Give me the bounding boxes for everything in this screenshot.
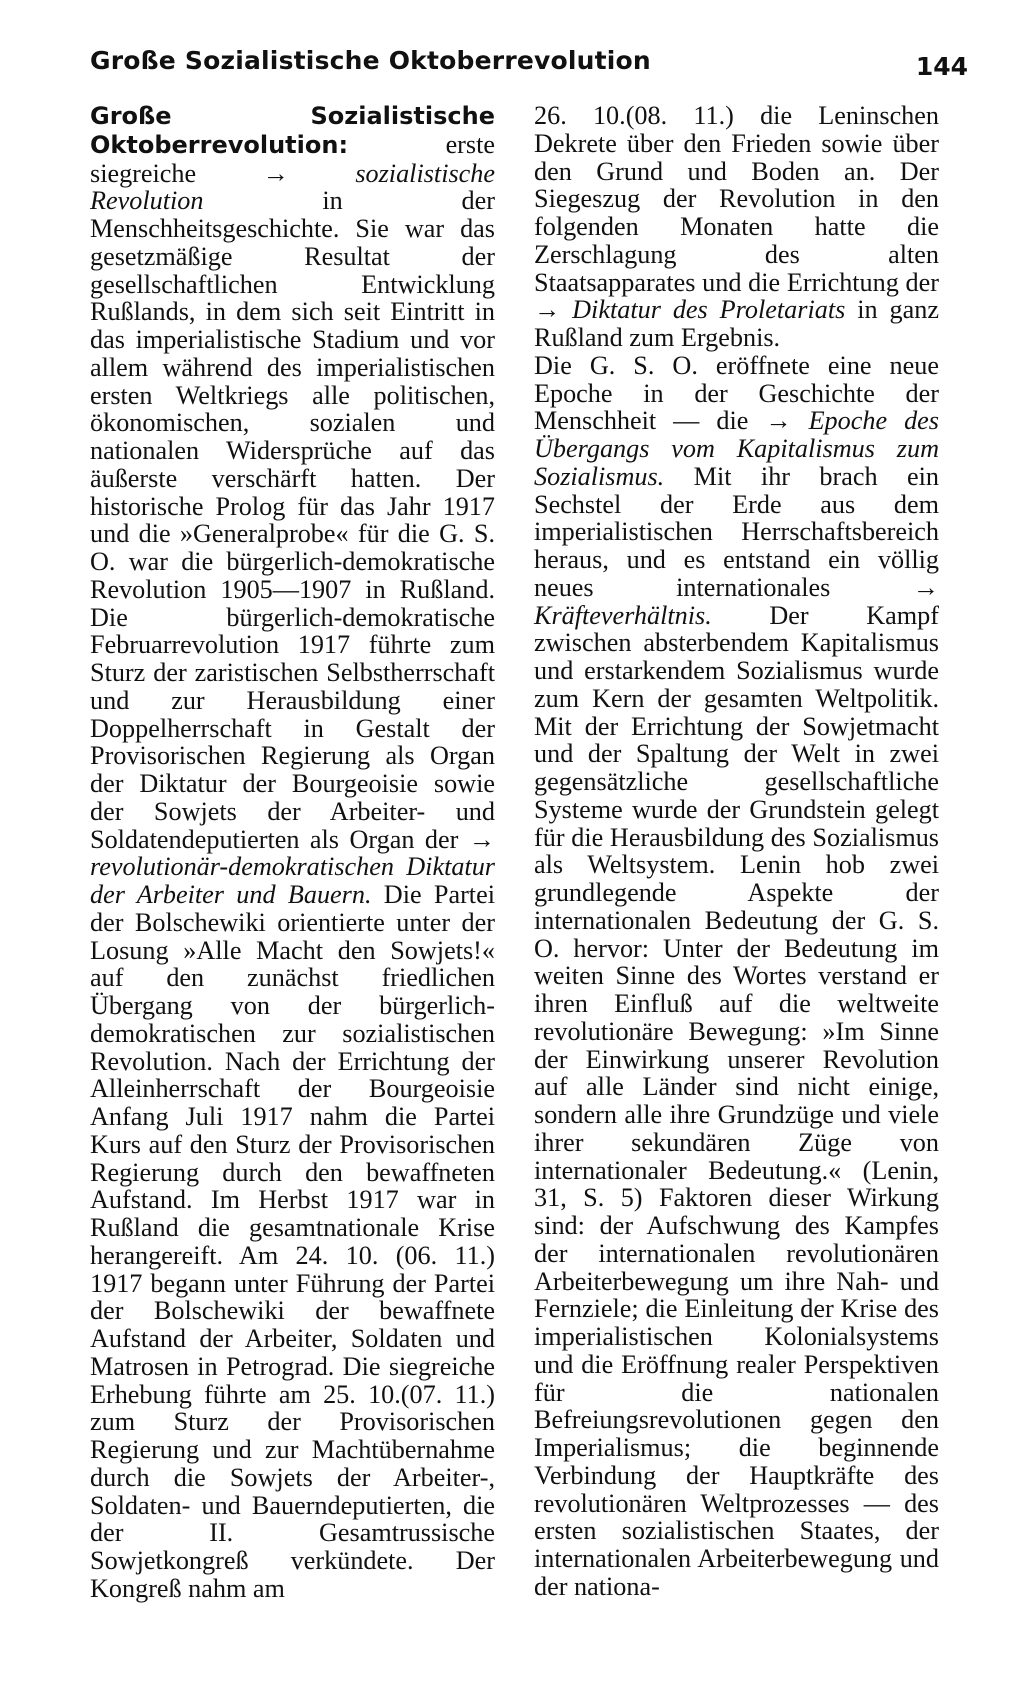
entry-paragraph <box>534 102 939 352</box>
entry-text: Die G. S. O. eröffnete eine neue Epoche in der Geschichte der Menschheit — die → <box>534 350 939 436</box>
entry-text: Die Partei der Bolschewiki orientierte unter der Losung »Alle Macht den Sowjets!« auf den zunächst friedlichen Übergang von der bürgerlich-demokratischen zur sozialistischen Revolution. Nach der Errichtung der Alleinherrschaft der Bourgeoisie Anfang Juli 1917 nahm die Partei Kurs auf den Sturz der Provisorischen Regierung durch den bewaffneten Aufstand. Im Herbst 1917 war in Rußland die gesamtnationale Krise herangereift. Am 24. 10. (06. 11.) 1917 begann unter Führung der Partei der Bolschewiki der bewaffnete Aufstand der Arbeiter, Soldaten und Matrosen in Petrograd. Die siegreiche Erhebung führte am 25. 10.(07. 11.) zum Sturz der Provisorischen Regierung und zur Machtübernahme durch die Sowjets der Arbeiter-, Soldaten- und Bauerndeputierten, die der II. Gesamtrussische Sowjetkongreß verkündete. Der Kongreß nahm am <box>90 880 495 1603</box>
entry-text: 26. 10.(08. 11.) die Leninschen Dekrete über den Frieden sowie über den Grund und Boden an. Der Siegeszug der Revolution in den folgenden Monaten hatte die Zerschlagung des alten Staatsapparates und die Errichtung der → <box>534 101 939 325</box>
entry-paragraph <box>534 352 939 1601</box>
cross-reference: revolutionär-demokratischen Diktatur der Arbeiter und Bauern. <box>90 852 495 909</box>
running-title: Große Sozialistische Oktoberrevolution <box>90 46 651 75</box>
entry-text: erste siegreiche → <box>90 129 495 188</box>
entry-text: in der Menschheitsgeschichte. Sie war das gesetzmäßige Resultat der gesellschaftlichen Entwicklung Rußlands, in dem sich seit Eintritt in das imperialistische Stadium und vor allem während des imperialistischen ersten Weltkriegs alle politischen, ökonomischen, sozialen und nationalen Widersprüche auf das äußerste verschärft hatten. Der historische Prolog für das Jahr 1917 und die »Generalprobe« für die G. S. O. war die bürgerlich-demokratische Revolution 1905—1907 in Rußland. Die bürgerlich-demokratische Februarrevolution 1917 führte zum Sturz der zaristischen Selbstherrschaft und zur Herausbildung einer Doppelherrschaft in Gestalt der Provisorischen Regierung als Organ der Diktatur der Bourgeoisie sowie der Sowjets der Arbeiter- und Soldatendeputierten als Organ der → <box>90 186 495 854</box>
entry-text: in ganz Rußland zum Ergebnis. <box>534 295 939 352</box>
cross-reference: sozialistische Revolution <box>90 158 495 216</box>
cross-reference: Diktatur des Proletariats <box>572 295 846 325</box>
cross-reference: Kräfteverhältnis. <box>534 600 712 630</box>
entry-headword: Große Sozialistische Oktoberrevolution: <box>90 102 495 159</box>
entry-paragraph <box>90 102 495 1603</box>
page-number: 144 <box>915 52 968 81</box>
right-column <box>534 102 939 1601</box>
entry-text: Der Kampf zwischen absterbendem Kapitalismus und erstarkendem Sozialismus wurde zum Kern der gesamten Weltpolitik. Mit der Errichtung der Sowjetmacht und der Spaltung der Welt in zwei gegensätzliche gesellschaftliche Systeme wurde der Grundstein gelegt für die Herausbildung des Sozialismus als Weltsystem. Lenin hob zwei grundlegende Aspekte der internationalen Bedeutung der G. S. O. hervor: Unter der Bedeutung im weiten Sinne des Wortes verstand er ihren Einfluß auf die weltweite revolutionäre Bewegung: »Im Sinne der Einwirkung unserer Revolution auf alle Länder sind nicht einige, sondern alle ihre Grundzüge und viele ihrer sekundären Züge von internationaler Bedeutung.« (Lenin, 31, S. 5) Faktoren dieser Wirkung sind: der Aufschwung des Kampfes der internationalen revolutionären Arbeiterbewegung um ihre Nah- und Fernziele; die Einleitung der Krise des imperialistischen Kolonialsystems und die Eröffnung realer Perspektiven für die nationalen Befreiungsrevolutionen gegen den Imperialismus; die beginnende Verbindung der Hauptkräfte des revolutionären Weltprozesses — des ersten sozialistischen Staates, der internationalen Arbeiterbewegung und der nationa- <box>534 600 939 1601</box>
left-column <box>90 102 495 1603</box>
cross-reference: Epoche des Übergangs vom Kapitalismus zum Sozialismus. <box>534 406 939 491</box>
entry-text: Mit ihr brach ein Sechstel der Erde aus dem imperialistischen Herrschaftsbereich heraus, und es entstand ein völlig neues internationales → <box>534 461 939 602</box>
